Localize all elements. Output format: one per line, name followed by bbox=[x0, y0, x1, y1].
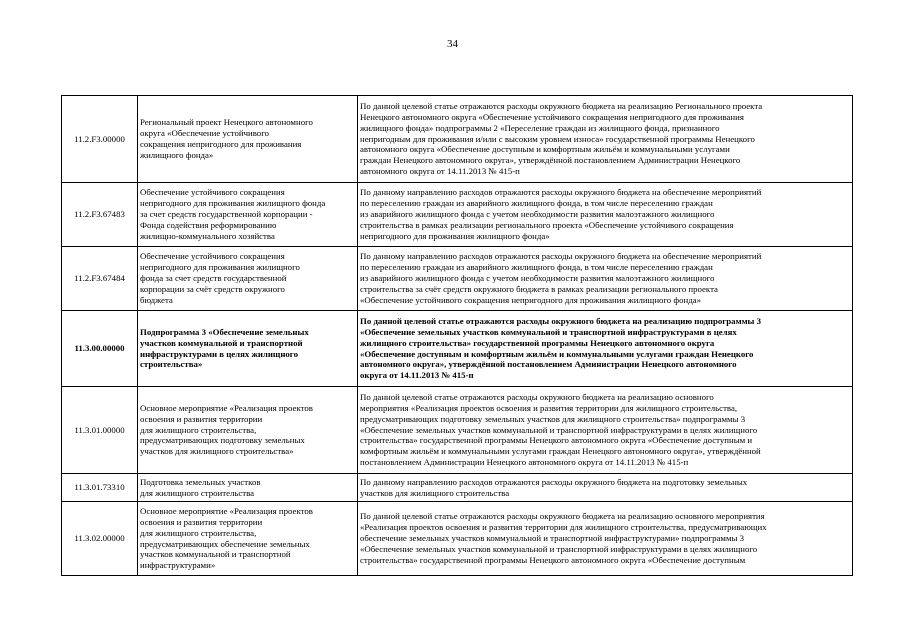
table-row bbox=[62, 387, 853, 474]
target-article-code: 11.3.00.00000 bbox=[62, 311, 138, 387]
target-article-name: Региональный проект Ненецкого автономного округа «Обеспечение устойчивого сокращения непригодного для проживания жилищного фонда» bbox=[138, 96, 358, 183]
target-article-code: 11.3.01.00000 bbox=[62, 387, 138, 474]
target-article-code: 11.2.F3.00000 bbox=[62, 96, 138, 183]
target-article-code: 11.2.F3.67484 bbox=[62, 247, 138, 311]
page-number: 34 bbox=[447, 38, 458, 50]
table-row bbox=[62, 183, 853, 247]
target-article-description: По данной целевой статье отражаются расходы окружного бюджета на реализацию основного мероприятия «Реализация проектов освоения и развития территории для жилищного строительства, предусматривающих подготовку земельных участков для жилищного строительства» подпрограммы 3 «Обеспечение земельных участков коммунальной и транспортной инфраструктурами в целях жилищного строительства» государственной программы Ненецкого автономного округа «Обеспечение доступным и комфортным жильём и коммунальными услугами граждан Ненецкого автономного округа», утверждённой постановлением Администрации Ненецкого автономного округа от 14.11.2013 № 415-п bbox=[358, 387, 853, 474]
target-article-name: Подпрограмма 3 «Обеспечение земельных участков коммунальной и транспортной инфраструктурами в целях жилищного строительства» bbox=[138, 311, 358, 387]
target-article-code: 11.3.02.00000 bbox=[62, 502, 138, 576]
target-article-description: По данной целевой статье отражаются расходы окружного бюджета на реализацию Регионального проекта Ненецкого автономного округа «Обеспечение устойчивого сокращения непригодного для проживания жилищного фонда» подпрограммы 2 «Переселение граждан из жилищного фонда, признанного непригодным для проживания и/или с высоким уровнем износа» государственной программы Ненецкого автономного округа «Обеспечение доступным и комфортным жильём и коммунальными услугами граждан Ненецкого автономного округа», утверждённой постановлением Администрации Ненецкого автономного округа от 14.11.2013 № 415-п bbox=[358, 96, 853, 183]
target-article-description: По данной целевой статье отражаются расходы окружного бюджета на реализацию подпрограммы 3 «Обеспечение земельных участков коммунальной и транспортной инфраструктурами в целях жилищного строительства» государственной программы Ненецкого автономного округа «Обеспечение доступным и комфортным жильём и коммунальными услугами граждан Ненецкого автономного округа», утверждённой постановлением Администрации Ненецкого автономного округа от 14.11.2013 № 415-п bbox=[358, 311, 853, 387]
table-row bbox=[62, 96, 853, 183]
target-article-code: 11.2.F3.67483 bbox=[62, 183, 138, 247]
table-row bbox=[62, 502, 853, 576]
target-article-name: Подготовка земельных участков для жилищного строительства bbox=[138, 474, 358, 502]
table-row bbox=[62, 474, 853, 502]
target-article-name: Обеспечение устойчивого сокращения непригодного для проживания жилищного фонда за счет средств государственной корпорации - Фонда содействия реформированию жилищно-коммунального хозяйства bbox=[138, 183, 358, 247]
budget-classification-table bbox=[61, 95, 853, 576]
target-article-description: По данному направлению расходов отражаются расходы окружного бюджета на обеспечение мероприятий по переселению граждан из аварийного жилищного фонда, в том числе переселению граждан из аварийного жилищного фонда с учетом необходимости развития малоэтажного жилищного строительства за счёт средств окружного бюджета в рамках реализации регионального проекта «Обеспечение устойчивого сокращения непригодного для проживания жилищного фонда» bbox=[358, 247, 853, 311]
target-article-name: Основное мероприятие «Реализация проектов освоения и развития территории для жилищного строительства, предусматривающих подготовку земельных участков для жилищного строительства» bbox=[138, 387, 358, 474]
target-article-name: Обеспечение устойчивого сокращения непригодного для проживания жилищного фонда за счет средств государственной корпорации за счёт средств окружного бюджета bbox=[138, 247, 358, 311]
target-article-description: По данному направлению расходов отражаются расходы окружного бюджета на обеспечение мероприятий по переселению граждан из аварийного жилищного фонда, в том числе переселению граждан из аварийного жилищного фонда с учетом необходимости развития малоэтажного жилищного строительства в рамках реализации регионального проекта «Обеспечение устойчивого сокращения непригодного для проживания жилищного фонда» bbox=[358, 183, 853, 247]
target-article-description: По данному направлению расходов отражаются расходы окружного бюджета на подготовку земельных участков для жилищного строительства bbox=[358, 474, 853, 502]
target-article-code: 11.3.01.73310 bbox=[62, 474, 138, 502]
target-article-name: Основное мероприятие «Реализация проектов освоения и развития территории для жилищного строительства, предусматривающих обеспечение земельных участков коммунальной и транспортной инфраструктурами» bbox=[138, 502, 358, 576]
table-row bbox=[62, 311, 853, 387]
table-row bbox=[62, 247, 853, 311]
target-article-description: По данной целевой статье отражаются расходы окружного бюджета на реализацию основного мероприятия «Реализация проектов освоения и развития территории для жилищного строительства, предусматривающих обеспечение земельных участков коммунальной и транспортной инфраструктурами» подпрограммы 3 «Обеспечение земельных участков коммунальной и транспортной инфраструктурами в целях жилищного строительства» государственной программы Ненецкого автономного округа «Обеспечение доступным bbox=[358, 502, 853, 576]
